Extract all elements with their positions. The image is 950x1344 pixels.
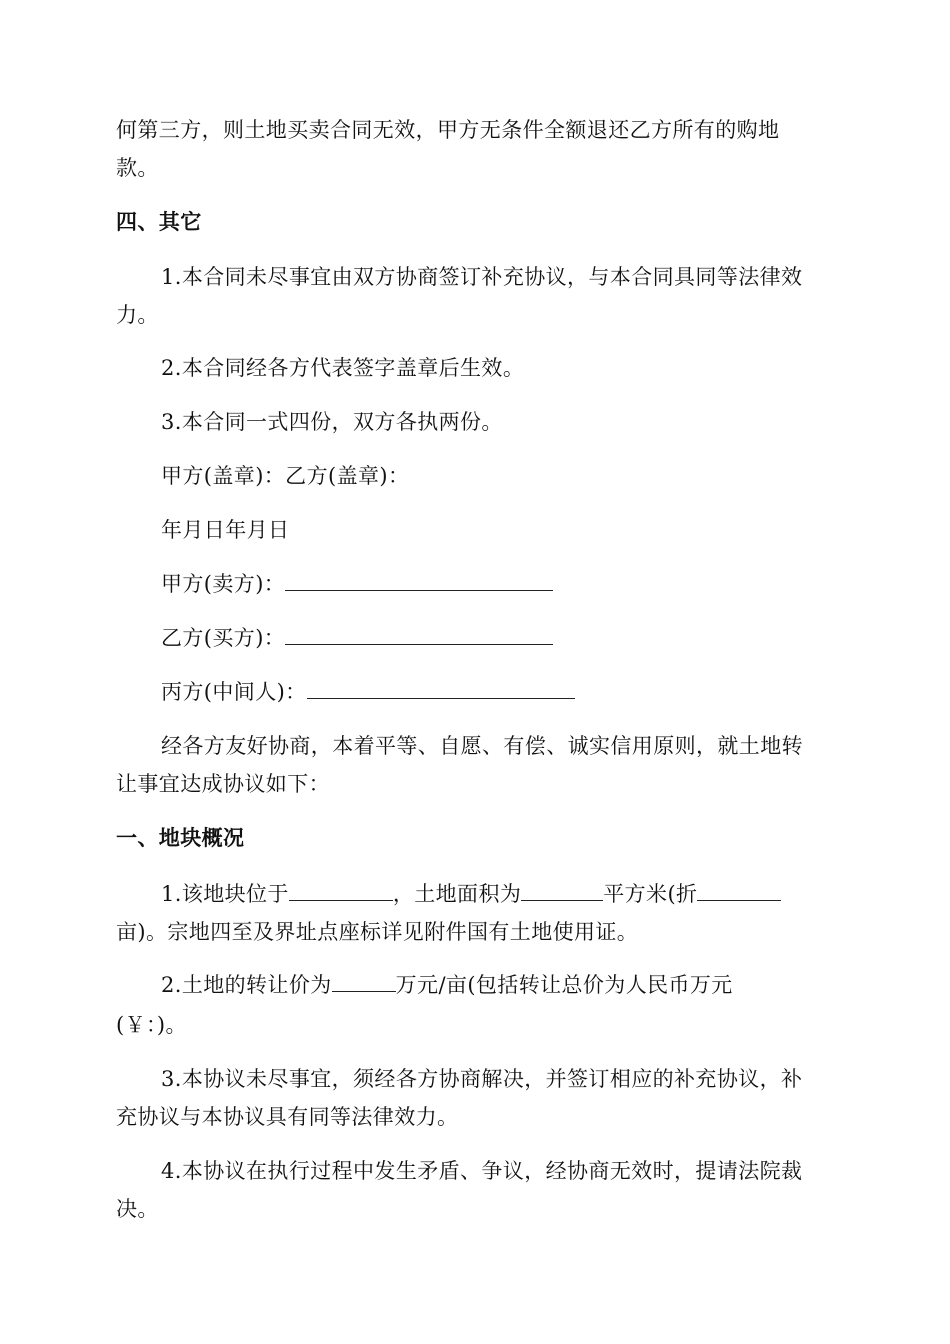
clause-line: 决。 [116,1197,159,1221]
clause-text: 2.土地的转让价为 [161,973,332,997]
party-c-row [161,678,575,706]
paragraph-line: 款。 [116,156,159,180]
clause-line: 3.本合同一式四份，双方各执两份。 [161,410,503,434]
section-heading-land-overview: 一、地块概况 [116,826,245,850]
date-line: 年月日年月日 [161,518,290,542]
preamble-line: 让事宜达成协议如下： [116,772,330,796]
clause-line: 4.本协议在执行过程中发生矛盾、争议，经协商无效时，提请法院裁 [161,1159,803,1183]
section-heading-other: 四、其它 [116,210,202,234]
clause-text: 平方米(折 [603,882,698,906]
paragraph-line: 何第三方，则土地买卖合同无效，甲方无条件全额退还乙方所有的购地 [116,118,780,142]
party-a-row [161,570,553,598]
clause-line: 2.本合同经各方代表签字盖章后生效。 [161,356,525,380]
clause-line: 1.本合同未尽事宜由双方协商签订补充协议，与本合同具同等法律效 [161,265,803,289]
mu-blank [697,882,781,901]
clause-text: 万元/亩(包括转让总价为人民币万元 [395,973,733,997]
price-blank [332,973,396,992]
seal-line: 甲方(盖章)：乙方(盖章)： [161,464,410,488]
clause-text: ，土地面积为 [392,882,522,906]
party-b-label: 乙方(买方)： [161,626,286,650]
clause-text: 1.该地块位于 [161,882,289,906]
preamble-line: 经各方友好协商，本着平等、自愿、有偿、诚实信用原则，就土地转 [161,734,803,758]
clause-line: 亩)。宗地四至及界址点座标详见附件国有土地使用证。 [116,920,639,944]
party-a-blank [285,572,553,591]
party-b-row [161,624,553,652]
clause-line: 力。 [116,303,159,327]
clause-line [161,880,781,908]
clause-line: (￥：)。 [116,1013,187,1037]
location-blank [289,882,393,901]
clause-line [161,971,733,999]
clause-line: 充协议与本协议具有同等法律效力。 [116,1105,459,1129]
party-a-label: 甲方(卖方)： [161,572,286,596]
area-blank [521,882,603,901]
party-b-blank [285,626,553,645]
party-c-label: 丙方(中间人)： [161,680,307,704]
clause-line: 3.本协议未尽事宜，须经各方协商解决，并签订相应的补充协议，补 [161,1067,803,1091]
party-c-blank [307,680,575,699]
